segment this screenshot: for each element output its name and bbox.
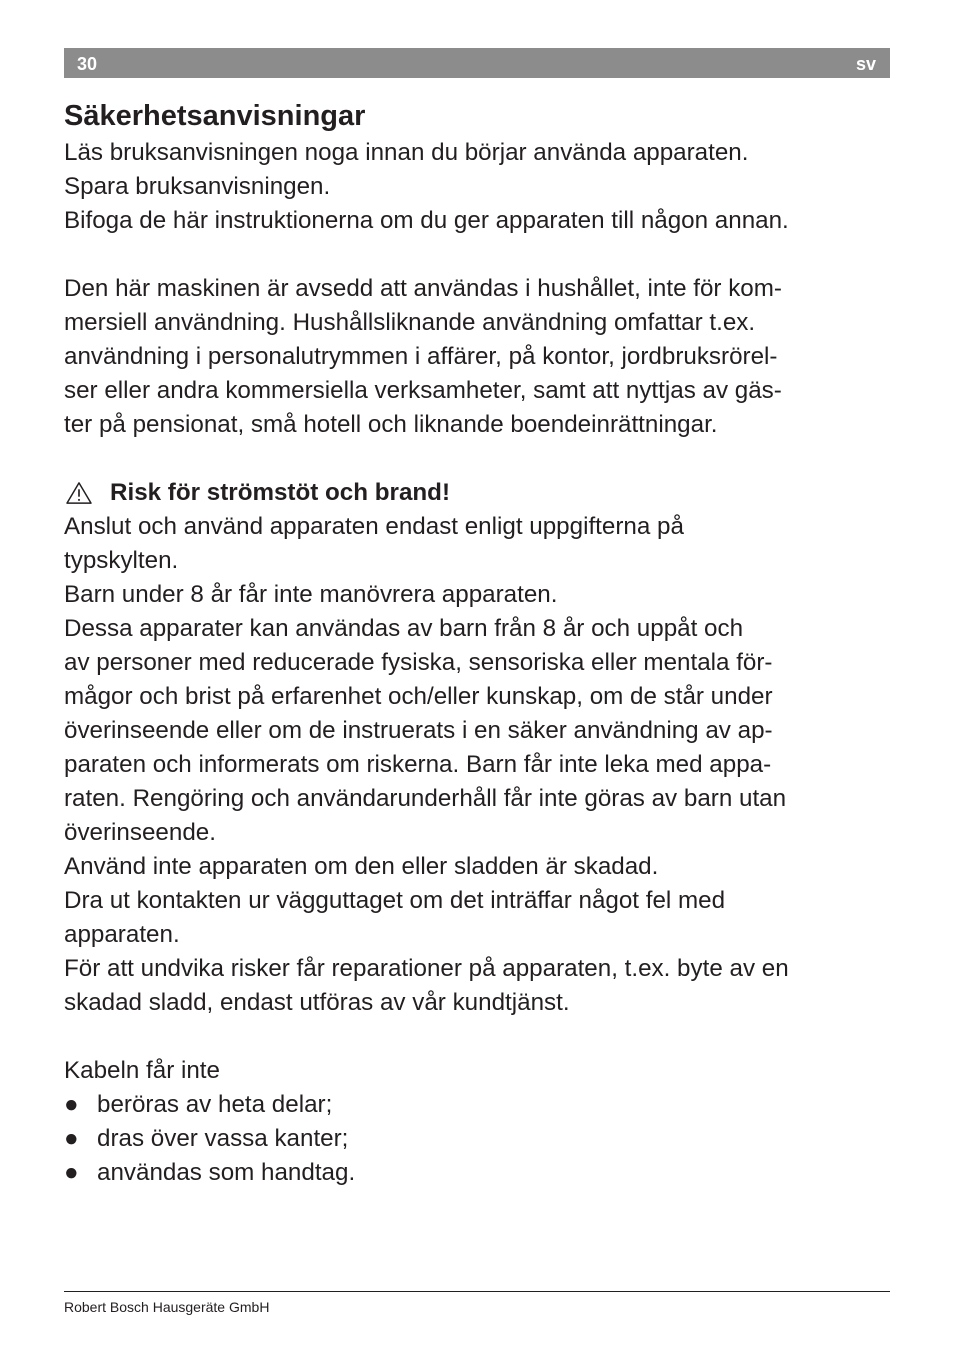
warning-line: av personer med reducerade fysiska, sensoriska eller mentala för- [64,649,773,676]
list-item [64,1122,890,1156]
intro-line: Spara bruksanvisningen. [64,173,331,200]
intended-use-line: användning i personalutrymmen i affärer, på kontor, jordbruksrörel- [64,343,778,370]
footer-company: Robert Bosch Hausgeräte GmbH [64,1299,270,1315]
footer-divider [64,1291,890,1292]
bullet-icon: ● [64,1091,79,1118]
warning-line: Barn under 8 år får inte manövrera apparaten. [64,581,558,608]
warning-line: paraten och informerats om riskerna. Barn får inte leka med appa- [64,751,772,778]
warning-line: överinseende eller om de instruerats i en säker användning av ap- [64,717,773,744]
list-item [64,1088,890,1122]
warning-line: raten. Rengöring och användarunderhåll får inte göras av barn utan [64,785,787,812]
warning-line: Använd inte apparaten om den eller sladden är skadad. [64,853,659,880]
intended-use-line: mersiell användning. Hushållsliknande användning omfattar t.ex. [64,309,756,336]
warning-triangle-icon [64,481,94,505]
cable-intro: Kabeln får inte [64,1057,220,1084]
warning-line: För att undvika risker får reparationer på apparaten, t.ex. byte av en [64,955,789,982]
warning-line: typskylten. [64,547,179,574]
warning-line: Anslut och använd apparaten endast enligt uppgifterna på [64,513,684,540]
cable-list [64,1088,890,1190]
list-item [64,1156,890,1190]
intended-use-line: ter på pensionat, små hotell och liknande boendeinrättningar. [64,411,718,438]
warning-line: överinseende. [64,819,216,846]
bullet-icon: ● [64,1159,79,1186]
main-content [64,96,890,1190]
page-header-bar [64,48,890,78]
warning-heading [64,476,890,510]
language-code: sv [855,54,876,74]
list-item-text: dras över vassa kanter; [97,1125,349,1152]
intro-block [64,136,890,238]
page-number: 30 [77,54,98,74]
intro-line: Bifoga de här instruktionerna om du ger apparaten till någon annan. [64,207,789,234]
intro-line: Läs bruksanvisningen noga innan du börjar använda apparaten. [64,139,749,166]
section-title: Säkerhetsanvisningar [64,100,366,132]
warning-line: apparaten. [64,921,180,948]
warning-line: Dessa apparater kan användas av barn från 8 år och uppåt och [64,615,744,642]
warning-block [64,476,890,1020]
list-item-text: användas som handtag. [97,1159,356,1186]
warning-line: skadad sladd, endast utföras av vår kundtjänst. [64,989,570,1016]
intended-use-block [64,272,890,442]
warning-line: mågor och brist på erfarenhet och/eller kunskap, om de står under [64,683,773,710]
list-item-text: beröras av heta delar; [97,1091,333,1118]
cable-block [64,1054,890,1190]
intended-use-line: ser eller andra kommersiella verksamheter, samt att nyttjas av gäs- [64,377,782,404]
bullet-icon: ● [64,1125,79,1152]
intended-use-line: Den här maskinen är avsedd att användas i hushållet, inte för kom- [64,275,782,302]
warning-heading-text: Risk för strömstöt och brand! [110,479,450,506]
warning-line: Dra ut kontakten ur vägguttaget om det inträffar något fel med [64,887,726,914]
